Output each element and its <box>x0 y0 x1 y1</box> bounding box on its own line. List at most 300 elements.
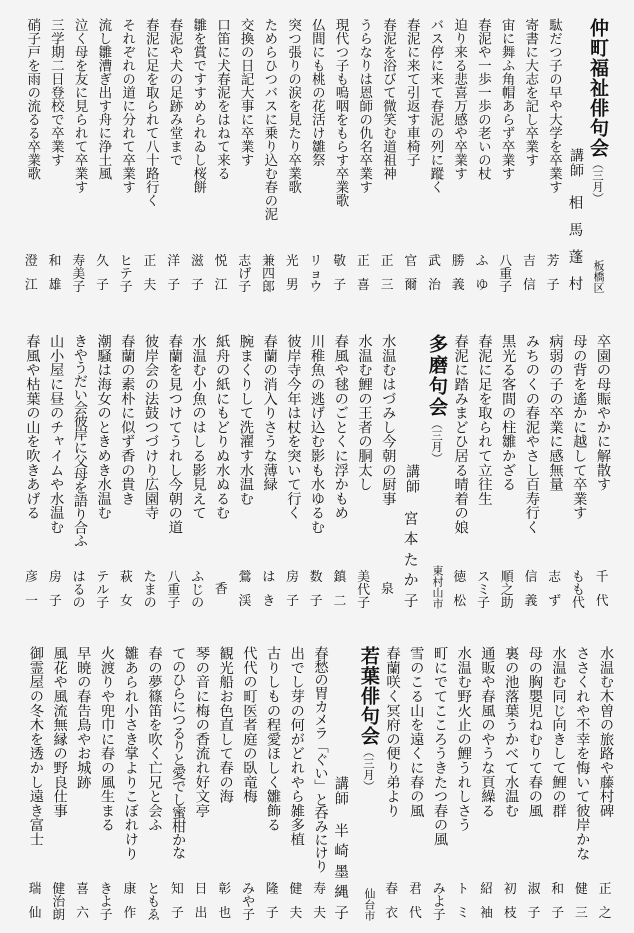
lecturer-column <box>565 18 587 293</box>
lecturer-label: 講師 <box>332 776 349 806</box>
name-character: ョ <box>309 266 323 282</box>
haiku-author <box>304 572 328 609</box>
haiku-author <box>284 884 308 921</box>
name-character: 和 <box>551 882 565 897</box>
name-character: 光 <box>285 254 299 269</box>
haiku-column <box>522 646 546 921</box>
haiku-author <box>522 884 546 921</box>
haiku-text: 春泥に足を取られて立往生 <box>476 334 493 506</box>
haiku-column <box>233 18 257 293</box>
name-character: 彦 <box>25 570 38 585</box>
haiku-author <box>20 572 44 609</box>
name-character: 子 <box>96 595 110 611</box>
name-character: 武 <box>428 254 441 269</box>
haiku-column <box>399 18 423 293</box>
haiku-text: バス停に来て春泥の列に蹤く <box>427 18 444 194</box>
haiku-column <box>257 334 281 609</box>
haiku-text: ためらひつバスに乗り込む春の泥 <box>261 18 278 221</box>
haiku-column <box>284 646 308 921</box>
haiku-author <box>380 884 404 921</box>
name-character: 鶯 <box>238 570 252 585</box>
name-character: 出 <box>194 906 208 922</box>
haiku-text: 交換の日記大事に卒業す <box>237 18 254 167</box>
name-character: 泉 <box>380 582 394 598</box>
name-character: 滋 <box>190 254 204 269</box>
name-character: ふ <box>191 570 204 585</box>
name-character: 治 <box>428 278 441 294</box>
name-character: 和 <box>48 254 62 269</box>
haiku-text: 町にでてこころうきたつ春の風 <box>431 646 448 847</box>
haiku-text: 火渡りや兜巾に春の風生まる <box>99 646 116 832</box>
haiku-author <box>375 256 399 293</box>
name-character: 澄 <box>24 254 38 269</box>
name-character: ス <box>477 570 490 585</box>
haiku-column <box>43 18 67 293</box>
haiku-author <box>162 572 186 609</box>
name-character: 健 <box>52 882 66 897</box>
haiku-column <box>375 18 399 293</box>
haiku-column <box>494 18 518 293</box>
haiku-column <box>304 18 328 293</box>
section-month: （三月） <box>361 746 376 792</box>
name-character: 子 <box>432 907 446 923</box>
section-title: 若葉俳句会 <box>357 646 380 746</box>
haiku-author <box>475 884 499 921</box>
haiku-column <box>138 18 162 293</box>
name-character: 夫 <box>313 906 327 922</box>
name-character: ウ <box>309 279 323 295</box>
haiku-text: 現代つ子も嗚咽をもらす卒業歌 <box>332 18 349 207</box>
name-character: ゑ <box>147 907 161 923</box>
name-character: 喜 <box>76 882 89 897</box>
haiku-author <box>328 256 352 293</box>
haiku-text: 駄だつ子の早や大学を卒業す <box>546 18 562 194</box>
haiku-column <box>91 334 115 609</box>
name-character: よ <box>99 894 113 910</box>
name-character: 作 <box>123 906 137 922</box>
haiku-column <box>495 334 519 609</box>
name-character: 仙 <box>28 906 42 922</box>
haiku-author <box>67 256 91 293</box>
section-header-tama <box>423 334 448 609</box>
name-character: 寿 <box>313 882 327 897</box>
haiku-column <box>237 646 261 921</box>
haiku-column <box>209 18 233 293</box>
name-character: 吉 <box>523 254 536 269</box>
name-character: 枝 <box>503 906 517 922</box>
haiku-text: 潮騒は海女のときめき水温む <box>95 334 112 520</box>
haiku-author <box>494 256 518 293</box>
name-character: 馬 <box>568 223 584 240</box>
name-character: ま <box>143 582 157 598</box>
name-character: 子 <box>119 279 133 295</box>
name-character: 江 <box>214 278 228 294</box>
name-character: 相 <box>568 196 584 212</box>
haiku-author <box>518 256 542 293</box>
name-character: 代 <box>595 594 609 610</box>
name-character: 子 <box>96 278 109 294</box>
haiku-author <box>308 884 332 921</box>
name-character: 夫 <box>143 278 157 294</box>
name-character: 正 <box>356 254 370 269</box>
haiku-column <box>43 334 67 609</box>
name-character: 四 <box>262 266 275 282</box>
haiku-text: 春蘭咲く冥府の便り弟より <box>384 646 401 818</box>
name-character: 子 <box>334 905 349 922</box>
haiku-text: てのひらにつるりと愛でし蜜柑かな <box>170 646 187 859</box>
name-character: ミ <box>477 582 490 598</box>
name-character: 義 <box>524 594 538 610</box>
name-character: 八 <box>167 570 181 585</box>
name-character: 子 <box>242 907 255 923</box>
haiku-text: 風花や風流無縁の野良仕事 <box>51 646 68 818</box>
name-character: 子 <box>48 594 62 610</box>
lecturer-label: 講師 <box>403 464 420 494</box>
name-character: は <box>262 570 276 585</box>
section-header-wakaba <box>352 646 380 921</box>
haiku-text: 水温む木曽の旅路や藤村碑 <box>598 646 614 818</box>
name-character: 久 <box>96 254 109 269</box>
name-character: 代 <box>572 595 585 611</box>
haiku-column <box>380 646 404 921</box>
name-character: る <box>72 582 86 598</box>
haiku-author <box>209 256 233 293</box>
haiku-author <box>257 572 281 609</box>
name-character: 兼 <box>262 254 275 269</box>
haiku-author <box>543 572 567 609</box>
haiku-text: 通販や春風のやうな頁繰る <box>479 646 496 818</box>
haiku-author <box>162 256 186 293</box>
haiku-author <box>470 256 494 293</box>
name-character: 子 <box>527 906 541 922</box>
haiku-column <box>213 646 237 921</box>
name-character: 宮 <box>403 512 419 528</box>
name-character: と <box>147 882 161 897</box>
haiku-column <box>115 334 139 609</box>
haiku-column <box>67 18 91 293</box>
name-character: 重 <box>499 266 513 282</box>
name-character: 男 <box>285 278 299 294</box>
haiku-author <box>423 256 447 293</box>
name-character: 夫 <box>289 906 303 922</box>
haiku-author <box>352 256 376 293</box>
name-character: 松 <box>453 594 467 610</box>
name-character: 子 <box>167 278 181 294</box>
name-character: ず <box>548 594 562 610</box>
name-character: 義 <box>451 278 465 294</box>
haiku-author <box>118 884 142 921</box>
haiku-column <box>446 18 470 293</box>
name-character: 女 <box>120 594 133 610</box>
name-character: 江 <box>24 278 38 294</box>
haiku-author <box>19 256 43 293</box>
name-character: 半 <box>334 824 349 840</box>
haiku-text: 春風や毬のごとくに浮かもめ <box>332 334 349 520</box>
name-character: 順 <box>500 570 514 585</box>
name-character: 縄 <box>334 885 349 902</box>
haiku-text: 雪のこる山を遠くに春の風 <box>408 646 425 818</box>
haiku-text: ささくれや不幸を悔いて彼岸かな <box>574 646 591 861</box>
haiku-author <box>260 884 284 921</box>
name-character: 墨 <box>334 864 349 881</box>
name-character: 子 <box>170 906 184 922</box>
name-character: 崎 <box>334 844 349 861</box>
haiku-column <box>518 18 542 293</box>
name-character: ミ <box>456 906 470 922</box>
name-character: 君 <box>408 882 422 897</box>
haiku-text: 川稚魚の逃げ込む影も水ゆるむ <box>309 334 326 535</box>
haiku-author <box>451 884 475 921</box>
name-character: 三 <box>380 278 394 294</box>
section-header-nakamachi <box>587 18 609 293</box>
name-character: 数 <box>309 570 323 585</box>
haiku-text: 古りしもの程愛ほしく雛飾る <box>265 646 282 832</box>
haiku-author <box>186 572 210 609</box>
name-character: 子 <box>546 278 560 294</box>
name-character: 助 <box>500 595 514 611</box>
haiku-author <box>281 572 305 609</box>
haiku-text: 春蘭の消入りさうな薄緑 <box>261 334 278 492</box>
name-character: 子 <box>238 279 252 295</box>
haiku-author <box>114 256 138 293</box>
haiku-author <box>590 572 614 609</box>
haiku-text: 泣く母を友に見られて卒業す <box>71 18 88 194</box>
haiku-text: みちのくの春泥やさし百寿行く <box>523 334 540 535</box>
haiku-text: 母の背を遙かに越して卒業す <box>571 334 588 520</box>
name-character: 子 <box>72 279 86 295</box>
haiku-author <box>142 884 166 921</box>
name-character: 爾 <box>404 278 418 294</box>
lecturer-name <box>565 197 587 293</box>
haiku-text: 彼岸寺今年は杖を突いて行く <box>285 334 302 520</box>
haiku-author <box>352 572 376 609</box>
name-character: ト <box>456 882 470 897</box>
lecturer-name <box>332 825 352 921</box>
haiku-column <box>186 334 210 609</box>
name-character: 正 <box>143 254 157 269</box>
haiku-text: 硝子戸を雨の流るる卒業歌 <box>24 18 41 180</box>
haiku-author <box>446 256 470 293</box>
haiku-author <box>570 884 594 921</box>
name-character: 子 <box>551 906 565 922</box>
name-character: 隆 <box>265 882 279 897</box>
haiku-column <box>472 334 496 609</box>
haiku-text: 春泥や一歩一歩の老いの杖 <box>474 18 491 180</box>
name-character: 之 <box>598 906 612 922</box>
haiku-text: 三学期二日登校で卒業す <box>47 18 64 167</box>
name-character: た <box>403 552 419 569</box>
name-character: ゆ <box>475 278 489 294</box>
name-character: の <box>191 595 204 611</box>
haiku-column <box>23 646 47 921</box>
haiku-text: 春泥に踏みまどひ居る晴着の娘 <box>452 334 469 535</box>
name-character: 也 <box>218 906 232 922</box>
page-row-1 <box>0 0 634 310</box>
name-character: 知 <box>170 882 184 897</box>
haiku-column <box>47 646 71 921</box>
haiku-column <box>20 334 44 609</box>
name-character: 房 <box>48 570 62 585</box>
name-character: 寿 <box>72 254 86 269</box>
name-character: 子 <box>333 278 347 294</box>
haiku-text: 迫り来る悲喜万感や卒業す <box>451 18 468 180</box>
name-character: 八 <box>499 254 513 269</box>
haiku-column <box>546 646 570 921</box>
haiku-column <box>498 646 522 921</box>
haiku-text: 水温む同じ向きして鯉の群 <box>550 646 567 818</box>
name-character: 健 <box>289 882 303 897</box>
section-title: 多磨句会 <box>425 334 448 418</box>
haiku-text: それぞれの道に分れて卒業す <box>119 18 136 194</box>
haiku-author <box>165 884 189 921</box>
haiku-text: 水温む野火止の鯉うれしさう <box>455 646 472 832</box>
name-character: 美 <box>72 266 86 282</box>
lecturer-column <box>332 646 352 921</box>
section-month: （三月） <box>591 158 605 204</box>
name-character: 代 <box>357 582 371 598</box>
haiku-text: きやうだい会彼岸に父母を語り合ふ <box>71 334 88 547</box>
name-character: は <box>72 570 86 585</box>
haiku-column <box>19 18 43 293</box>
haiku-text: 春愁の胃カメラ「ぐい」と呑みにけり <box>312 646 329 873</box>
name-character: み <box>242 882 255 897</box>
haiku-text: 春泥に来て引返す車椅子 <box>403 18 420 167</box>
name-character: 淑 <box>527 882 541 897</box>
name-character: 子 <box>309 594 323 610</box>
name-character: よ <box>432 894 446 910</box>
haiku-text: 春蘭を見つけてうれし今朝の道 <box>166 334 183 535</box>
name-character: 芳 <box>546 254 560 269</box>
name-character: も <box>147 894 161 910</box>
name-character: 衣 <box>385 906 399 922</box>
name-character: じ <box>191 582 204 598</box>
haiku-column <box>281 334 305 609</box>
name-character: 子 <box>357 595 371 611</box>
name-character: 初 <box>503 882 517 897</box>
haiku-column <box>427 646 451 921</box>
haiku-column <box>67 334 91 609</box>
haiku-text: 裏の池落葉うかべて水温む <box>503 646 520 818</box>
haiku-text: 寄書に大志を記し卒業す <box>522 18 539 167</box>
lecturer-name <box>399 513 423 609</box>
name-character: 徳 <box>453 570 467 585</box>
haiku-column <box>280 18 304 293</box>
haiku-column <box>352 334 376 609</box>
name-character: 子 <box>190 278 204 294</box>
name-character: 信 <box>523 278 536 294</box>
name-character: 朗 <box>52 907 66 923</box>
haiku-column <box>448 334 472 609</box>
name-character: 房 <box>286 570 299 585</box>
haiku-author <box>138 572 162 609</box>
haiku-text: 観光船お色直して春の海 <box>217 646 234 804</box>
haiku-text: 出でし芽の何がどれやら雑多植 <box>288 646 305 847</box>
haiku-author <box>233 256 257 293</box>
name-character: 子 <box>499 279 513 295</box>
haiku-column <box>91 18 115 293</box>
haiku-column <box>543 334 567 609</box>
name-character: 悦 <box>214 254 228 269</box>
name-character: も <box>572 582 585 598</box>
haiku-author <box>328 572 352 609</box>
haiku-text: 紙舟の紙にもどりぬ水ぬるむ <box>214 334 231 520</box>
name-character: 正 <box>380 254 394 269</box>
haiku-author <box>280 256 304 293</box>
haiku-author <box>567 572 591 609</box>
haiku-text: 雛あられ小さき掌よりこぼれけり <box>122 646 139 861</box>
name-character: 萩 <box>120 570 133 585</box>
lecturer-location: 仙台市 <box>362 888 376 921</box>
name-character: 健 <box>575 882 588 897</box>
name-character: み <box>432 882 446 897</box>
haiku-column <box>567 334 591 609</box>
haiku-column <box>404 646 428 921</box>
name-character: 志 <box>548 570 562 585</box>
haiku-column <box>376 334 400 609</box>
name-character: 官 <box>404 254 418 269</box>
haiku-author <box>23 884 47 921</box>
name-character: 治 <box>52 894 66 910</box>
haiku-column <box>162 18 186 293</box>
haiku-author <box>209 572 233 609</box>
name-character: 康 <box>123 882 137 897</box>
haiku-author <box>233 572 257 609</box>
haiku-author <box>541 256 565 293</box>
name-character: の <box>143 595 157 611</box>
haiku-text: 御霊屋の冬木を透かし遠き富士 <box>27 646 44 847</box>
name-character: 袖 <box>480 906 493 922</box>
name-character: き <box>262 594 276 610</box>
lecturer-location: 板橋区 <box>592 260 605 293</box>
name-character: 正 <box>598 882 612 897</box>
name-character: テ <box>119 266 133 282</box>
haiku-column <box>590 334 614 609</box>
name-character: 敬 <box>333 254 347 269</box>
name-character: 春 <box>385 882 399 897</box>
haiku-text: 雛を賞ですすめられゐし桜餅 <box>190 18 207 194</box>
haiku-author <box>115 572 139 609</box>
haiku-author <box>519 572 543 609</box>
haiku-text: 代代の町医者庭の臥竜梅 <box>241 646 258 804</box>
name-character: 子 <box>167 595 181 611</box>
haiku-text: 卒園の母賑やかに解散す <box>595 334 611 492</box>
haiku-author <box>404 884 428 921</box>
name-character: 村 <box>568 277 584 294</box>
haiku-text: うらなりは恩師の仇名卒業す <box>356 18 373 194</box>
name-character: 渓 <box>238 594 252 610</box>
lecturer-location: 東村山市 <box>430 565 444 609</box>
haiku-author <box>138 256 162 293</box>
name-character: 鎮 <box>333 570 347 585</box>
haiku-text: 宙に舞ふ角帽あらず卒業す <box>498 18 515 180</box>
haiku-author <box>472 572 496 609</box>
haiku-text: 黒光る客間の柱雛かざる <box>500 334 517 492</box>
section-heading <box>352 646 380 792</box>
haiku-text: 流し雛漕ぎ出す舟に浄土風 <box>95 18 112 180</box>
haiku-author <box>213 884 237 921</box>
haiku-author <box>376 572 400 609</box>
haiku-column <box>570 646 594 921</box>
name-character: ル <box>96 582 110 598</box>
name-character: 子 <box>477 595 490 611</box>
name-character: 美 <box>357 570 371 585</box>
haiku-column <box>209 334 233 609</box>
haiku-text: 水温むはづみし今朝の厨事 <box>380 334 397 506</box>
name-character: 勝 <box>451 254 465 269</box>
name-character: 雄 <box>48 278 62 294</box>
name-character: た <box>143 570 157 585</box>
section-month: （三月） <box>429 418 444 464</box>
